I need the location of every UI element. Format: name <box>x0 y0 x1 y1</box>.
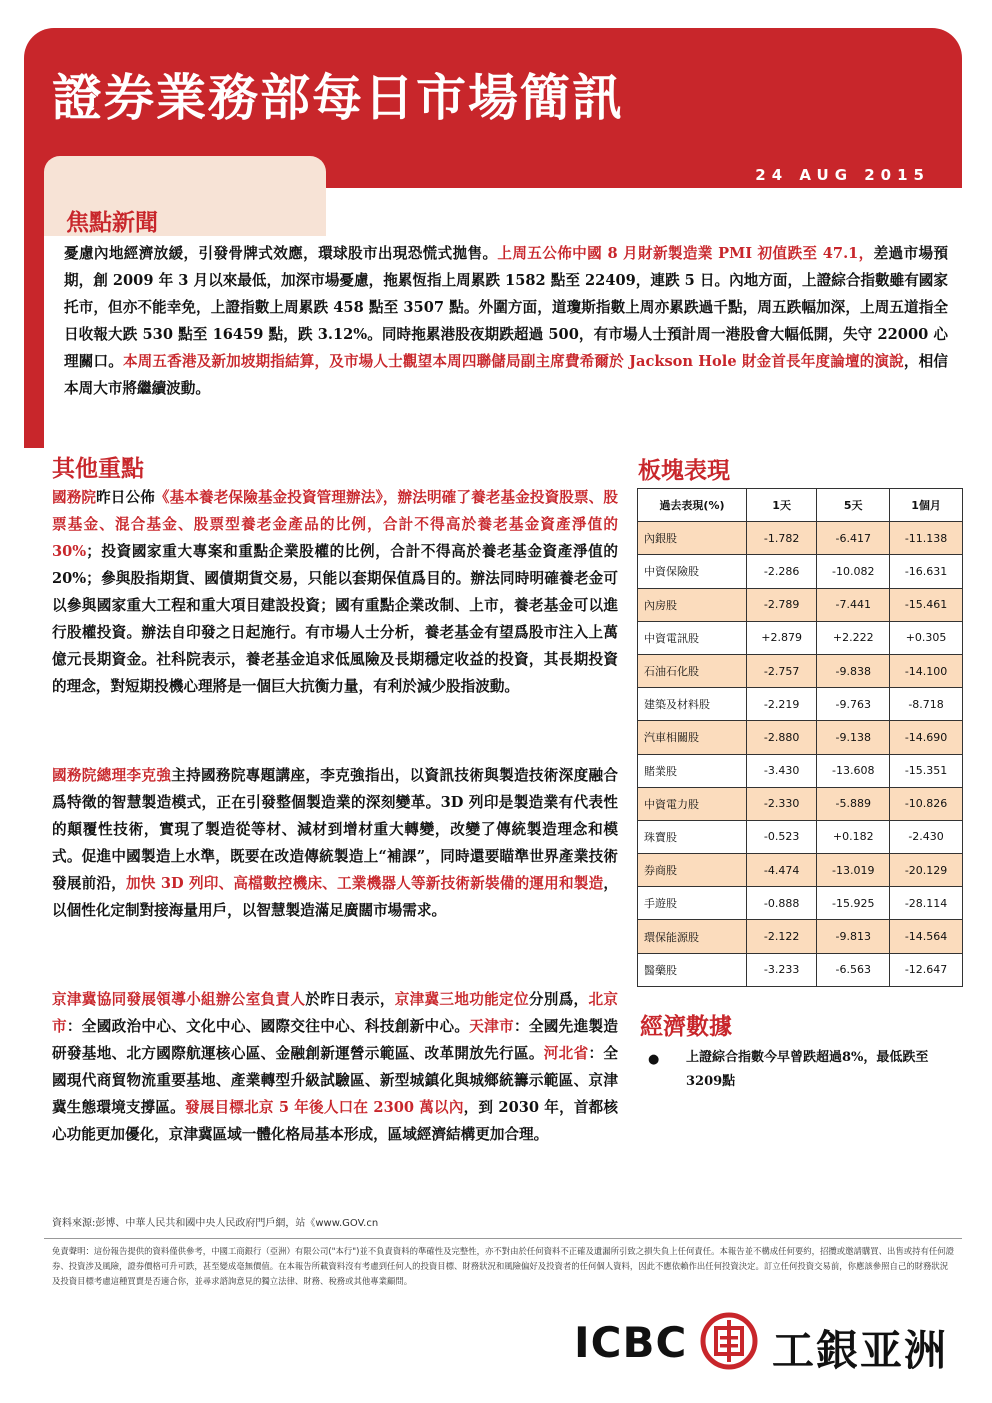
body-text: 差過市場預期，創 2009 年 3 月以來最低，加深市場憂慮，拖累恆指上周累跌 1582 點至 22409，連跌 5 日。內地方面，上證綜合指數雖有國家托市，但亦不能幸免，上證指數上周累跌 458 點至 3507 點。外圍方面，道瓊斯指數上周亦累跌過千點，周五跌幅加深，上周五道指全日收報大跌 530 點至 16459 點，跌 3.12%。同時拖累港股夜期跌超過 500，有市場人士預計周一港股會大幅低開，失守 22000 心理關口。 <box>64 245 948 370</box>
table-row <box>638 920 963 953</box>
other-paragraph-3 <box>52 986 618 1148</box>
other-heading: 其他重點 <box>52 456 144 482</box>
highlight-text: 發展目標北京 5 年後人口在 2300 萬以內 <box>184 1099 464 1116</box>
value-cell: -12.647 <box>890 953 963 986</box>
table-header: 1個月 <box>890 489 963 522</box>
table-row <box>638 621 963 654</box>
table-row <box>638 654 963 687</box>
sector-name-cell: 內房股 <box>638 588 747 621</box>
report-date: 24 AUG 2015 <box>755 166 930 184</box>
sector-name-cell: 環保能源股 <box>638 920 747 953</box>
sector-name-cell: 內銀股 <box>638 522 747 555</box>
value-cell: -9.763 <box>817 688 890 721</box>
icbc-logo-icon <box>700 1312 758 1370</box>
sector-name-cell: 石油石化股 <box>638 654 747 687</box>
value-cell: -16.631 <box>890 555 963 588</box>
other-paragraph-2 <box>52 762 618 924</box>
value-cell: -4.474 <box>746 854 816 887</box>
value-cell: -10.082 <box>817 555 890 588</box>
value-cell: -15.461 <box>890 588 963 621</box>
economy-heading: 經濟數據 <box>640 1014 732 1040</box>
body-text: ，到 2030 年，首都核心功能更加優化，京津冀區域一體化格局基本形成，區域經濟結構更加合理。 <box>52 1099 618 1143</box>
value-cell: -0.888 <box>746 887 816 920</box>
highlight-text: 天津市 <box>469 1018 514 1035</box>
highlight-text: 加快 3D 列印、高檔數控機床、工業機器人等新技術新裝備的運用和製造 <box>126 875 604 892</box>
value-cell: -7.441 <box>817 588 890 621</box>
other-paragraph-1 <box>52 484 618 700</box>
value-cell: +2.879 <box>746 621 816 654</box>
body-text: 憂慮內地經濟放緩，引發骨牌式效應，環球股市出現恐慌式拋售。 <box>64 245 498 262</box>
table-row <box>638 953 963 986</box>
table-header: 1天 <box>746 489 816 522</box>
value-cell: -1.782 <box>746 522 816 555</box>
table-row <box>638 555 963 588</box>
value-cell: -2.430 <box>890 820 963 853</box>
table-header: 5天 <box>817 489 890 522</box>
value-cell: -9.138 <box>817 721 890 754</box>
value-cell: -2.330 <box>746 787 816 820</box>
sector-name-cell: 賭業股 <box>638 754 747 787</box>
table-row <box>638 522 963 555</box>
value-cell: -28.114 <box>890 887 963 920</box>
sector-name-cell: 中資電訊股 <box>638 621 747 654</box>
icbc-logo-text: ICBC <box>574 1318 688 1367</box>
body-text: 主持國務院專題講座，李克強指出，以資訊技術與製造技術深度融合爲特徵的智慧製造模式，正在引發整個製造業的深刻變革。3D 列印是製造業有代表性的顛覆性技術，實現了製造從等材、減材到增材重大轉變，改變了傳統製造理念和模式。促進中國製造上水準，既要在改造傳統製造上“補課”，同時還要瞄準世界產業技術發展前沿， <box>52 767 618 892</box>
body-text: ：全國政治中心、文化中心、國際交往中心、科技創新中心。 <box>66 1018 470 1035</box>
value-cell: -2.757 <box>746 654 816 687</box>
value-cell: +0.305 <box>890 621 963 654</box>
body-text: ，以個性化定制對接海量用戶，以智慧製造滿足廣闊市場需求。 <box>52 875 618 919</box>
value-cell: -3.233 <box>746 953 816 986</box>
value-cell: -14.100 <box>890 654 963 687</box>
value-cell: -9.813 <box>817 920 890 953</box>
value-cell: -13.608 <box>817 754 890 787</box>
body-text: 分別爲， <box>528 991 589 1008</box>
sector-name-cell: 珠寶股 <box>638 820 747 853</box>
value-cell: -20.129 <box>890 854 963 887</box>
value-cell: -15.351 <box>890 754 963 787</box>
value-cell: -8.718 <box>890 688 963 721</box>
table-row <box>638 754 963 787</box>
value-cell: -2.880 <box>746 721 816 754</box>
value-cell: -13.019 <box>817 854 890 887</box>
highlight-text: 本周五香港及新加坡期指結算，及市場人士觀望本周四聯儲局副主席費希爾於 Jackson Hole 財金首長年度論壇的演說 <box>122 353 904 370</box>
body-text: 昨日公佈 <box>96 489 155 506</box>
value-cell: -10.826 <box>890 787 963 820</box>
body-text: 於昨日表示， <box>305 991 395 1008</box>
sector-name-cell: 券商股 <box>638 854 747 887</box>
highlight-text: 北京市 <box>52 991 618 1035</box>
value-cell: -6.417 <box>817 522 890 555</box>
body-text: ，相信本周大市將繼續波動。 <box>64 353 948 397</box>
value-cell: -14.564 <box>890 920 963 953</box>
sector-name-cell: 建築及材料股 <box>638 688 747 721</box>
disclaimer: 免責聲明：這份報告提供的資料僅供參考，中國工商銀行（亞洲）有限公司("本行")並不負責資料的準確性及完整性，亦不對由於任何資料不正確及遺漏所引致之損失負上任何責任。本報告並不構成任何要約，招攬或邀請購買、出售或持有任何證券、投資涉及風險，證券價格可升可跌，甚至變成毫無價值。在本報告所載資料沒有考慮到任何人的投資目標、財務狀況和風險偏好及投資者的任何個人資料，因此不應依賴作出任何投資決定。訂立任何投資交易前，你應該參照自己的財務狀況及投資目標考慮這種買賣是否適合你，並尋求諮詢意見的獨立法律、財務、稅務或其他專業顧問。 <box>52 1246 954 1286</box>
table-header-row <box>638 489 963 522</box>
economy-item: 上證綜合指數今早曾跌超過8%，最低跌至3209點 <box>686 1050 929 1089</box>
table-row <box>638 820 963 853</box>
value-cell: -2.789 <box>746 588 816 621</box>
source-note: 資料來源:彭博、中華人民共和國中央人民政府門戶網，站《www.GOV.cn <box>52 1218 379 1229</box>
highlight-text: 上周五公佈中國 8 月財新製造業 PMI 初值跌至 47.1， <box>497 245 874 262</box>
value-cell: -6.563 <box>817 953 890 986</box>
sector-performance-table <box>637 488 963 987</box>
table-row <box>638 787 963 820</box>
body-text: ：全國先進製造研發基地、北方國際航運核心區、金融創新運營示範區、改革開放先行區。 <box>52 1018 618 1062</box>
focus-heading: 焦點新聞 <box>66 210 158 236</box>
sector-name-cell: 中資電力股 <box>638 787 747 820</box>
table-row <box>638 887 963 920</box>
value-cell: -15.925 <box>817 887 890 920</box>
sector-name-cell: 醫藥股 <box>638 953 747 986</box>
value-cell: -0.523 <box>746 820 816 853</box>
icbc-asia-logo-text: 工銀亚洲 <box>772 1326 949 1375</box>
value-cell: -3.430 <box>746 754 816 787</box>
table-row <box>638 588 963 621</box>
value-cell: -2.122 <box>746 920 816 953</box>
highlight-text: 國務院 <box>52 489 97 506</box>
sector-name-cell: 手遊股 <box>638 887 747 920</box>
table-row <box>638 721 963 754</box>
value-cell: -2.286 <box>746 555 816 588</box>
value-cell: -2.219 <box>746 688 816 721</box>
table-row <box>638 854 963 887</box>
sectors-heading: 板塊表現 <box>638 458 730 484</box>
body-text: ：全國現代商貿物流重要基地、產業轉型升級試驗區、新型城鎮化與城鄉統籌示範區、京津冀生態環境支撐區。 <box>52 1045 618 1116</box>
highlight-text: 京津冀三地功能定位 <box>394 991 529 1008</box>
value-cell: -11.138 <box>890 522 963 555</box>
focus-paragraph <box>64 240 948 402</box>
highlight-text: 河北省 <box>543 1045 589 1062</box>
body-text: ；投資國家重大專案和重點企業股權的比例，合計不得高於養老基金資產淨值的 20%；參與股指期貨、國債期貨交易，只能以套期保值爲目的。辦法同時明確養老金可以參與國家重大工程和重大項目建設投資；國有重點企業改制、上市，養老基金可以進行股權投資。辦法自印發之日起施行。有市場人士分析，養老基金有望爲股市注入上萬億元長期資金。社科院表示，養老基金追求低風險及長期穩定收益的投資，其長期投資的理念，對短期投機心理將是一個巨大抗衡力量，有利於減少股指波動。 <box>52 543 618 695</box>
value-cell: -14.690 <box>890 721 963 754</box>
table-row <box>638 688 963 721</box>
value-cell: +0.182 <box>817 820 890 853</box>
highlight-text: 京津冀協同發展領導小組辦公室負責人 <box>52 991 306 1008</box>
bullet-icon: ● <box>648 1052 660 1067</box>
highlight-text: 《基本養老保險基金投資管理辦法》，辦法明確了養老基金投資股票、股票基金、混合基金、股票型養老金產品的比例，合計不得高於養老基金資產淨值的 30% <box>52 489 618 560</box>
value-cell: -9.838 <box>817 654 890 687</box>
value-cell: +2.222 <box>817 621 890 654</box>
divider <box>44 1238 962 1239</box>
highlight-text: 國務院總理李克強 <box>52 767 172 784</box>
sector-name-cell: 中資保險股 <box>638 555 747 588</box>
value-cell: -5.889 <box>817 787 890 820</box>
sector-name-cell: 汽車相關股 <box>638 721 747 754</box>
page-title: 證券業務部每日市場簡訊 <box>52 69 624 127</box>
table-header: 過去表現(%) <box>638 489 747 522</box>
